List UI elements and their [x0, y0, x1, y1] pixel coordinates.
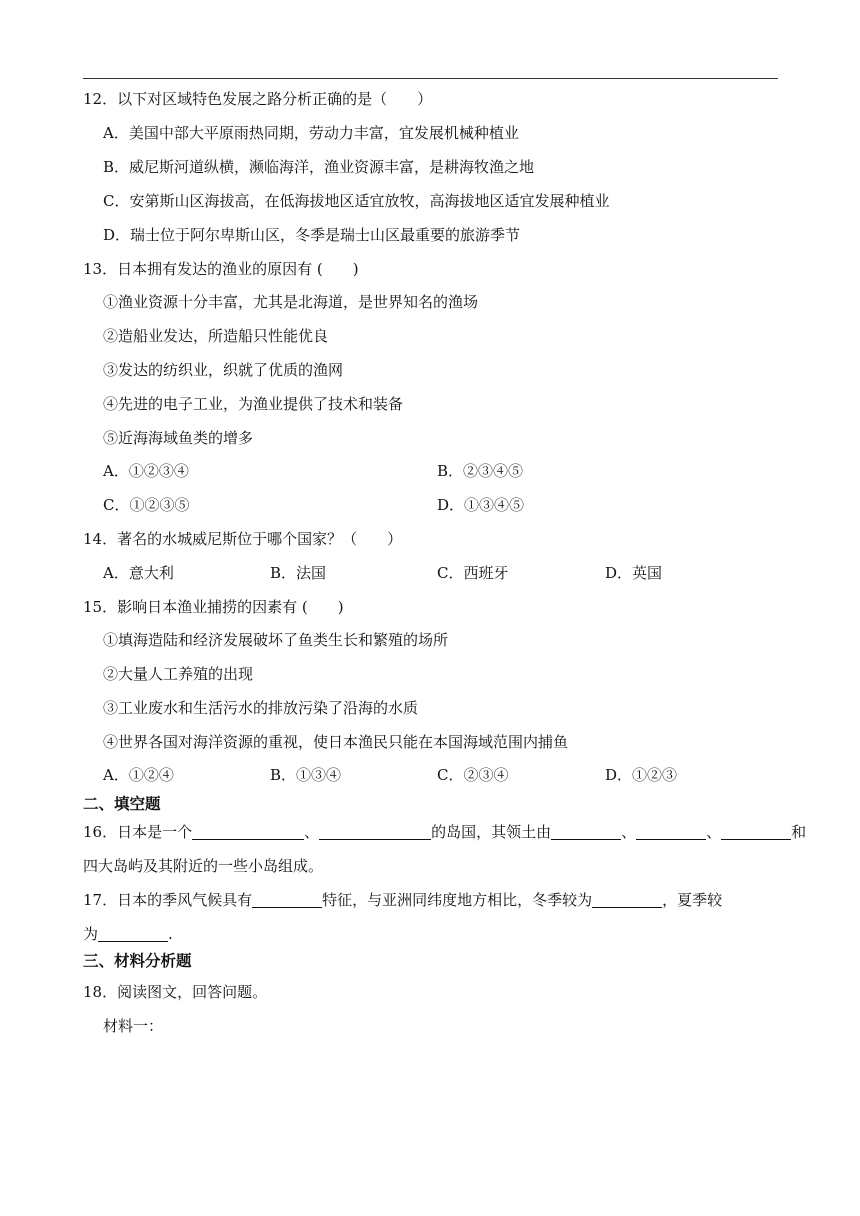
q16-text-3: 的岛国，其领土由: [431, 823, 552, 841]
q12-option-c[interactable]: C．安第斯山区海拔高，在低海拔地区适宜放牧，高海拔地区适宜发展种植业: [103, 192, 610, 210]
q13-item-2: ②造船业发达，所造船只性能优良: [103, 327, 329, 345]
q16-line-2: 四大岛屿及其附近的一些小岛组成。: [83, 857, 324, 875]
q16-blank-2[interactable]: [319, 823, 431, 840]
q15-option-d[interactable]: D．①②③: [605, 766, 678, 784]
q16-blank-4[interactable]: [636, 823, 706, 840]
q17-text-1: 17．日本的季风气候具有: [83, 891, 253, 909]
q17-text-3: ，夏季较: [662, 891, 723, 909]
q16-line-1: [83, 822, 806, 842]
q17-blank-3[interactable]: [98, 925, 168, 942]
q14-stem: 14．著名的水城威尼斯位于哪个国家？（ ）: [83, 530, 403, 548]
q16-blank-5[interactable]: [721, 823, 791, 840]
q17-line-1: [83, 890, 722, 910]
q18-stem: 18．阅读图文，回答问题。: [83, 983, 268, 1001]
section-fill-in-heading: 二、填空题: [83, 795, 161, 813]
q15-option-c[interactable]: C．②③④: [437, 766, 509, 784]
q17-text-2: 特征，与亚洲同纬度地方相比，冬季较为: [322, 891, 593, 909]
q12-option-a[interactable]: A．美国中部大平原雨热同期，劳动力丰富，宜发展机械种植业: [103, 124, 519, 142]
q16-text-2: 、: [304, 823, 320, 841]
q15-option-a[interactable]: A．①②④: [103, 766, 174, 784]
q15-item-3: ③工业废水和生活污水的排放污染了沿海的水质: [103, 699, 419, 717]
q15-stem: 15．影响日本渔业捕捞的因素有 ( ): [83, 598, 344, 616]
q17-text-4: 为: [83, 925, 99, 943]
q13-option-d[interactable]: D．①③④⑤: [437, 496, 525, 514]
q16-blank-3[interactable]: [551, 823, 621, 840]
header-rule: [83, 78, 778, 79]
q16-blank-1[interactable]: [192, 823, 304, 840]
q13-item-1: ①渔业资源十分丰富，尤其是北海道，是世界知名的渔场: [103, 293, 479, 311]
q13-item-4: ④先进的电子工业，为渔业提供了技术和装备: [103, 395, 404, 413]
q15-item-2: ②大量人工养殖的出现: [103, 665, 254, 683]
q17-text-5: .: [168, 925, 173, 943]
q16-text-6: 和: [791, 823, 807, 841]
section-material-heading: 三、材料分析题: [83, 952, 192, 970]
q13-option-c[interactable]: C．①②③⑤: [103, 496, 190, 514]
q13-option-b[interactable]: B．②③④⑤: [437, 462, 524, 480]
q12-option-b[interactable]: B．威尼斯河道纵横，濒临海洋，渔业资源丰富，是耕海牧渔之地: [103, 158, 535, 176]
q15-option-b[interactable]: B．①③④: [270, 766, 342, 784]
q14-option-b[interactable]: B．法国: [270, 564, 327, 582]
q13-stem: 13．日本拥有发达的渔业的原因有 ( ): [83, 260, 359, 278]
q12-stem: 12．以下对区域特色发展之路分析正确的是（ ）: [83, 90, 433, 108]
q18-material-label: 材料一：: [103, 1017, 164, 1035]
q17-blank-1[interactable]: [252, 891, 322, 908]
q13-item-3: ③发达的纺织业，织就了优质的渔网: [103, 361, 344, 379]
q17-line-2: [83, 924, 173, 944]
q15-item-1: ①填海造陆和经济发展破坏了鱼类生长和繁殖的场所: [103, 631, 449, 649]
q17-blank-2[interactable]: [592, 891, 662, 908]
q16-text-1: 16．日本是一个: [83, 823, 193, 841]
q12-option-d[interactable]: D．瑞士位于阿尔卑斯山区，冬季是瑞士山区最重要的旅游季节: [103, 226, 521, 244]
q13-option-a[interactable]: A．①②③④: [103, 462, 189, 480]
q14-option-a[interactable]: A．意大利: [103, 564, 174, 582]
q16-text-5: 、: [706, 823, 722, 841]
q15-item-4: ④世界各国对海洋资源的重视，使日本渔民只能在本国海域范围内捕鱼: [103, 733, 569, 751]
q16-text-4: 、: [621, 823, 637, 841]
q14-option-c[interactable]: C．西班牙: [437, 564, 509, 582]
q14-option-d[interactable]: D．英国: [605, 564, 663, 582]
q13-item-5: ⑤近海海域鱼类的增多: [103, 429, 254, 447]
